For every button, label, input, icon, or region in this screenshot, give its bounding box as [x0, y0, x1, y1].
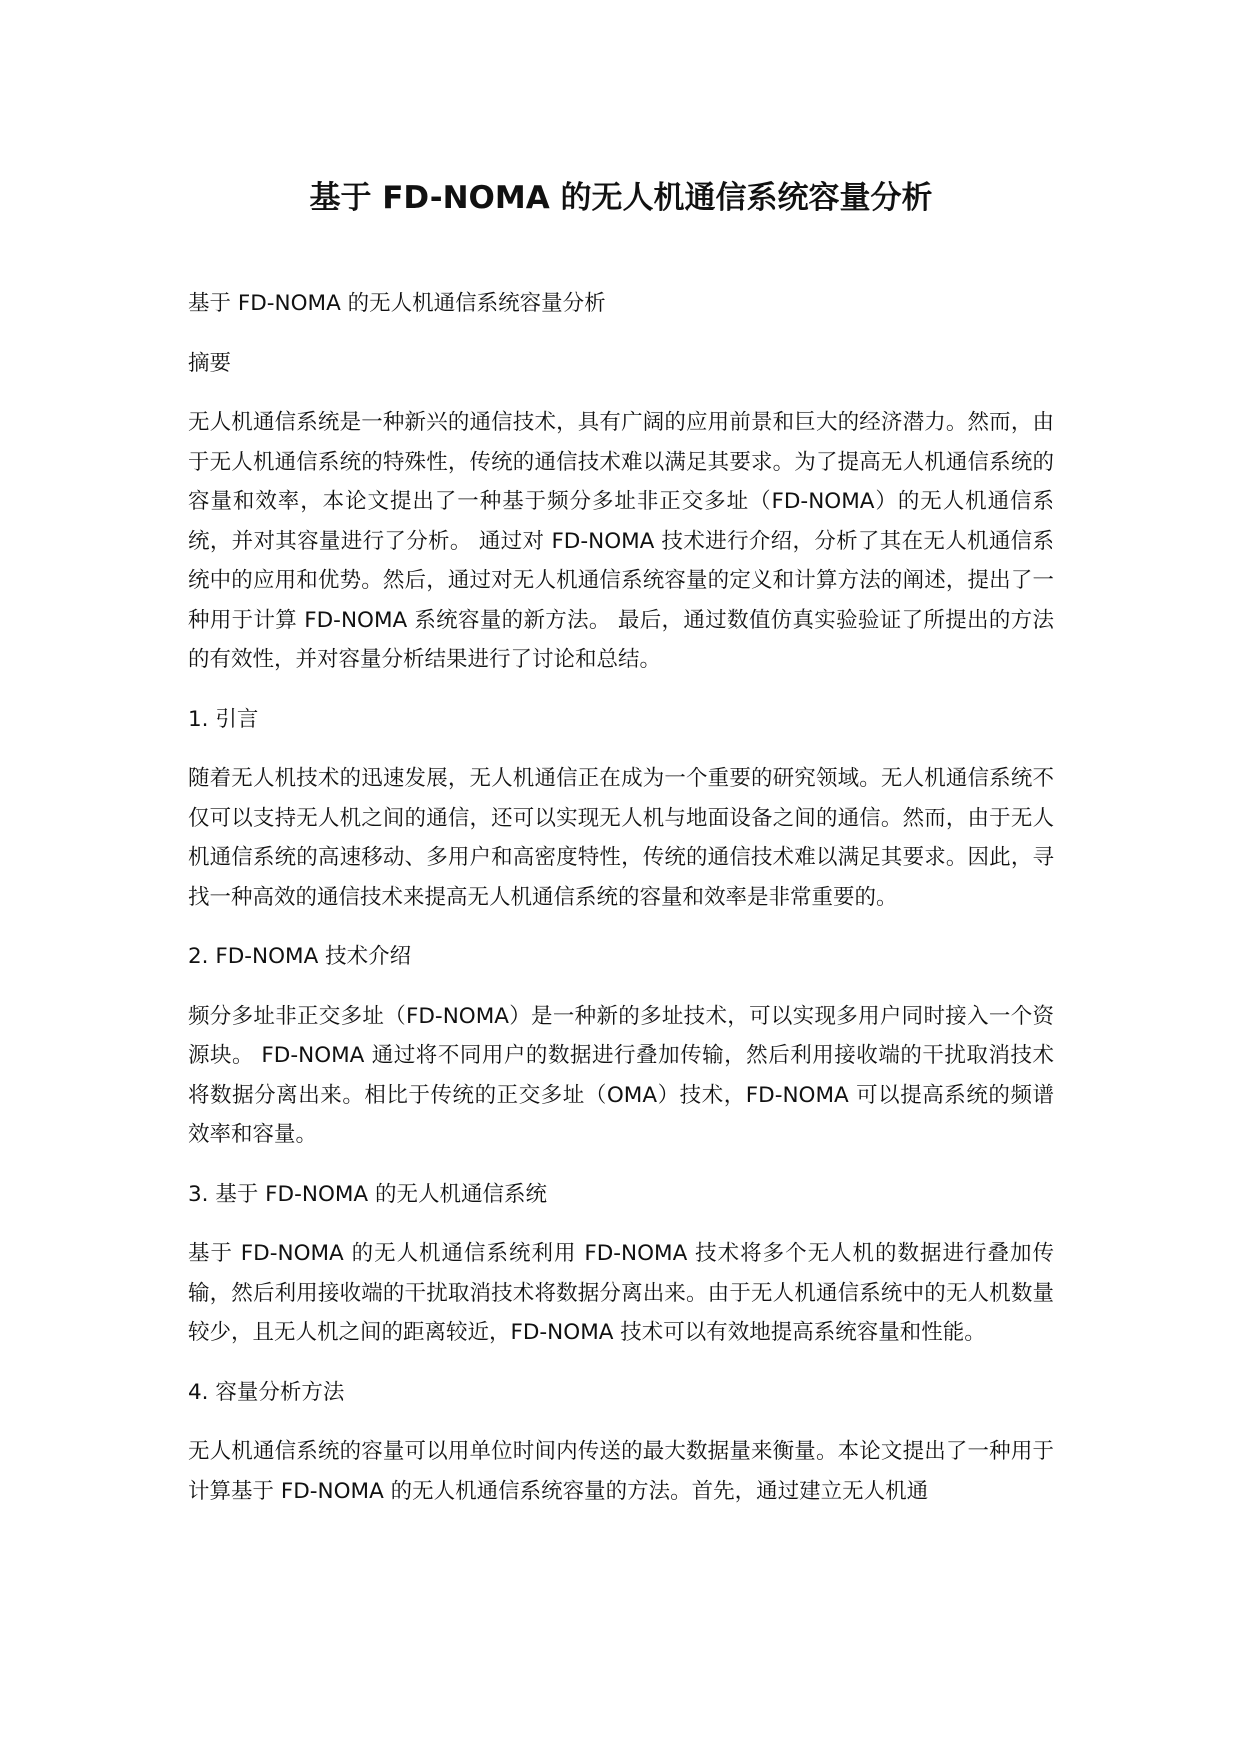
section-paragraph-fd-noma: 频分多址非正交多址（FD-NOMA）是一种新的多址技术，可以实现多用户同时接入一个资源块。 FD-NOMA 通过将不同用户的数据进行叠加传输，然后利用接收端的干扰取消技术将数据分离出来。相比于传统的正交多址（OMA）技术，FD-NOMA 可以提高系统的频谱效率和容量。	[188, 1003, 1054, 1147]
section-paragraph-uav-system: 基于 FD-NOMA 的无人机通信系统利用 FD-NOMA 技术将多个无人机的数据进行叠加传输，然后利用接收端的干扰取消技术将数据分离出来。由于无人机通信系统中的无人机数量较少，且无人机之间的距离较近，FD-NOMA 技术可以有效地提高系统容量和性能。	[188, 1241, 1054, 1345]
section-heading-introduction: 1. 引言	[188, 706, 259, 732]
abstract-paragraph: 无人机通信系统是一种新兴的通信技术，具有广阔的应用前景和巨大的经济潜力。然而，由于无人机通信系统的特殊性，传统的通信技术难以满足其要求。为了提高无人机通信系统的容量和效率，本论文提出了一种基于频分多址非正交多址（FD-NOMA）的无人机通信系统，并对其容量进行了分析。 通过对 FD-NOMA 技术进行介绍，分析了其在无人机通信系统中的应用和优势。然后，通过对无人机通信系统容量的定义和计算方法的阐述，提出了一种用于计算 FD-NOMA 系统容量的新方法。 最后，通过数值仿真实验验证了所提出的方法的有效性，并对容量分析结果进行了讨论和总结。	[188, 410, 1054, 672]
section-paragraph-capacity-method: 无人机通信系统的容量可以用单位时间内传送的最大数据量来衡量。本论文提出了一种用于计算基于 FD-NOMA 的无人机通信系统容量的方法。首先，通过建立无人机通	[188, 1439, 1054, 1504]
document-body	[188, 284, 1054, 1531]
section-heading-uav-system: 3. 基于 FD-NOMA 的无人机通信系统	[188, 1181, 547, 1207]
document-title: 基于 FD-NOMA 的无人机通信系统容量分析	[309, 180, 933, 216]
document-subtitle: 基于 FD-NOMA 的无人机通信系统容量分析	[188, 291, 606, 316]
section-paragraph-introduction: 随着无人机技术的迅速发展，无人机通信正在成为一个重要的研究领域。无人机通信系统不仅可以支持无人机之间的通信，还可以实现无人机与地面设备之间的通信。然而，由于无人机通信系统的高速移动、多用户和高密度特性，传统的通信技术难以满足其要求。因此，寻找一种高效的通信技术来提高无人机通信系统的容量和效率是非常重要的。	[188, 766, 1054, 910]
abstract-heading: 摘要	[188, 350, 232, 376]
section-heading-fd-noma: 2. FD-NOMA 技术介绍	[188, 944, 412, 969]
section-heading-capacity-method: 4. 容量分析方法	[188, 1379, 345, 1405]
